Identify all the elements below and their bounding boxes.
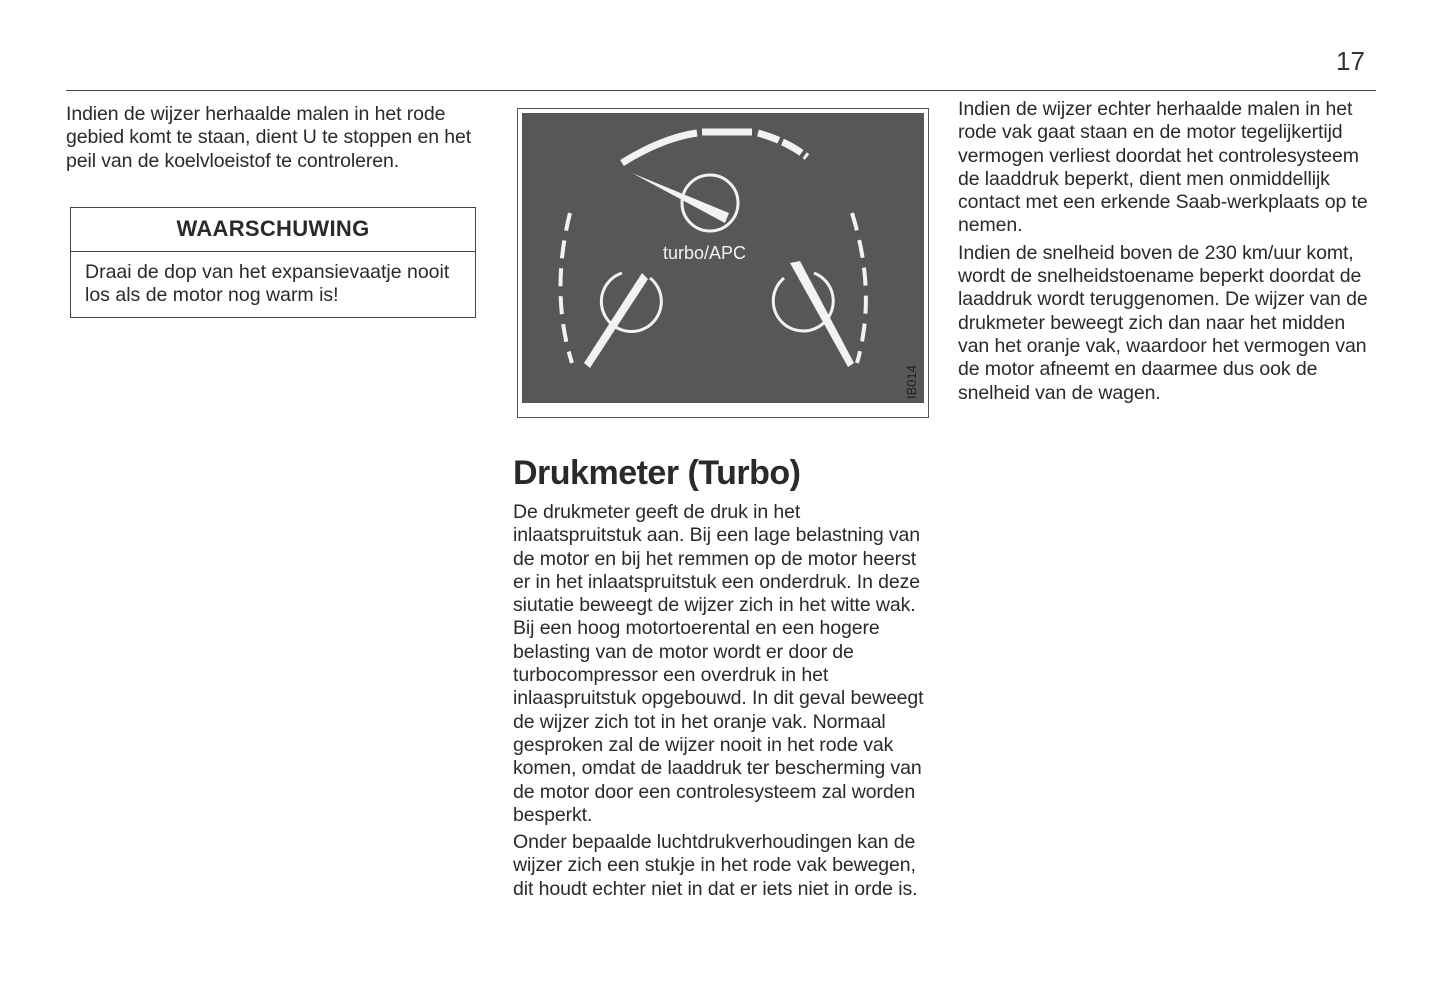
middle-column xyxy=(513,108,933,901)
right-paragraph-1: Indien de wijzer echter herhaalde malen in het rode vak gaat staan en de motor tegelijkertijd vermogen verliest doordat het controlesysteem de laaddruk beperkt, dient men onmiddellijk contact met een erkende Saab-werkplaats op te nemen. xyxy=(958,98,1368,237)
gauge-label: turbo/APC xyxy=(663,243,747,263)
figure-code: IB014 xyxy=(904,365,919,399)
body-paragraph-2: Onder bepaalde luchtdrukverhoudingen kan de wijzer zich een stukje in het rode vak bewegen, dit houdt echter niet in dat er iets niet in orde is. xyxy=(513,831,918,900)
intro-paragraph: Indien de wijzer herhaalde malen in het rode gebied komt te staan, dient U te stoppen en het peil van de koelvloeistof te controleren. xyxy=(66,103,472,172)
warning-title: WAARSCHUWING xyxy=(71,208,475,252)
left-column xyxy=(66,103,478,318)
body-paragraph-1: De drukmeter geeft de druk in het inlaatspruitstuk aan. Bij een lage belastning van de motor en bij het remmen op de motor heerst er in het inlaatspruitstuk een onderdruk. In deze siutatie beweegt de wijzer zich in het witte wak. Bij een hoog motortoerental en een hogere belasting van de motor wordt er door de turbocompressor een overdruk in het inlaaspruitstuk opgebouwd. In dit geval beweegt de wijzer zich tot in het oranje vak. Normaal gesproken zal de wijzer nooit in het rode vak komen, omdat de laaddruk ter bescherming van de motor door een controlesysteem zal worden besperkt. xyxy=(513,501,924,826)
section-title: Drukmeter (Turbo) xyxy=(513,454,801,492)
warning-text: Draai de dop van het expansievaatje nooit los als de motor nog warm is! xyxy=(85,260,450,306)
right-paragraph-2: Indien de snelheid boven de 230 km/uur komt, wordt de snelheidstoename beperkt doordat de laaddruk wordt teruggenomen. De wijzer van de drukmeter beweegt zich dan naar het midden van het oranje vak, waardoor het vermogen van de motor afneemt en daarmee dus ook de snelheid van de wagen. xyxy=(958,241,1368,404)
gauge-figure xyxy=(517,108,929,418)
warning-box xyxy=(70,207,476,318)
top-rule xyxy=(66,90,1376,91)
right-column xyxy=(958,98,1378,405)
page-number: 17 xyxy=(1336,46,1365,76)
gauge-illustration xyxy=(522,113,924,403)
